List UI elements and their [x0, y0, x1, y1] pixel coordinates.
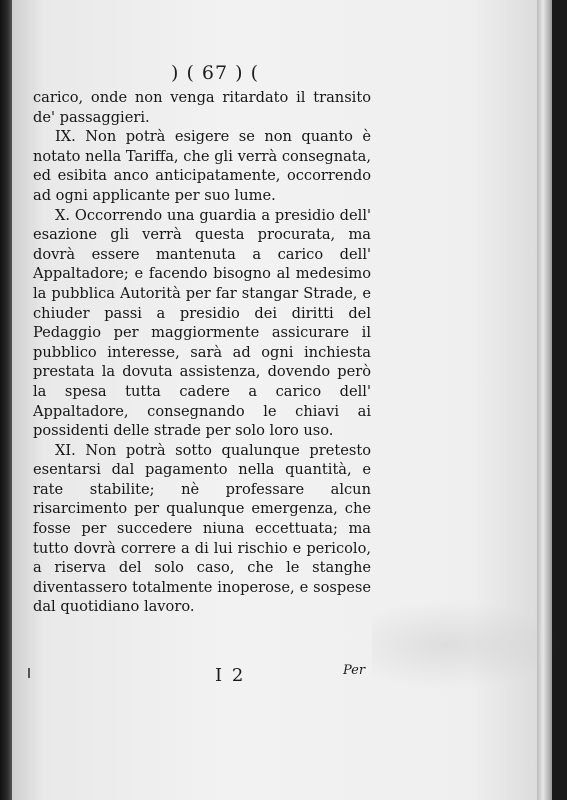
margin-mark — [28, 668, 30, 678]
paragraph-continuation: carico, onde non venga ritardato il transito de' passaggieri. — [33, 89, 371, 126]
paragraph-ix: IX. Non potrà esigere se non quanto è notato nella Tariffa, che gli verrà consegnata, ed esibita anco anticipatamente, occorrendo ad ogni applicante per suo lume. — [33, 128, 371, 204]
show-through-text — [372, 600, 562, 690]
page-number: ) ( 67 ) ( — [171, 62, 259, 84]
paragraph-x: X. Occorrendo una guardia a presidio dell' esazione gli verrà questa procurata, ma dovrà essere mantenuta a carico dell' Appaltadore; e facendo bisogno al medesimo la pubblica Autorità per far stangar Strade, e chiuder passi a presidio dei diritti del Pedaggio per maggiormente assicurare il pubblico interesse, sarà ad ogni inchiesta prestata la dovuta assistenza, dovendo però la spesa tutta cadere a carico dell' Appaltadore, consegnando le chiavi ai possidenti delle strade per solo loro uso. — [33, 206, 371, 440]
catchword: Per — [343, 663, 366, 678]
book-spine-shadow — [0, 0, 12, 800]
body-text — [33, 88, 371, 617]
signature-mark: I 2 — [215, 665, 246, 686]
paragraph-xi: XI. Non potrà sotto qualunque pretesto esentarsi dal pagamento nella quantità, e rate stabilite; nè professare alcun risarcimento per qualunque emergenza, che fosse per succedere niuna eccettuata; ma tutto dovrà correre a di lui rischio e pericolo, a riserva del solo caso, che le stanghe diventassero totalmente inoperose, e sospese dal quotidiano lavoro. — [33, 441, 371, 616]
page-edge — [537, 0, 552, 800]
